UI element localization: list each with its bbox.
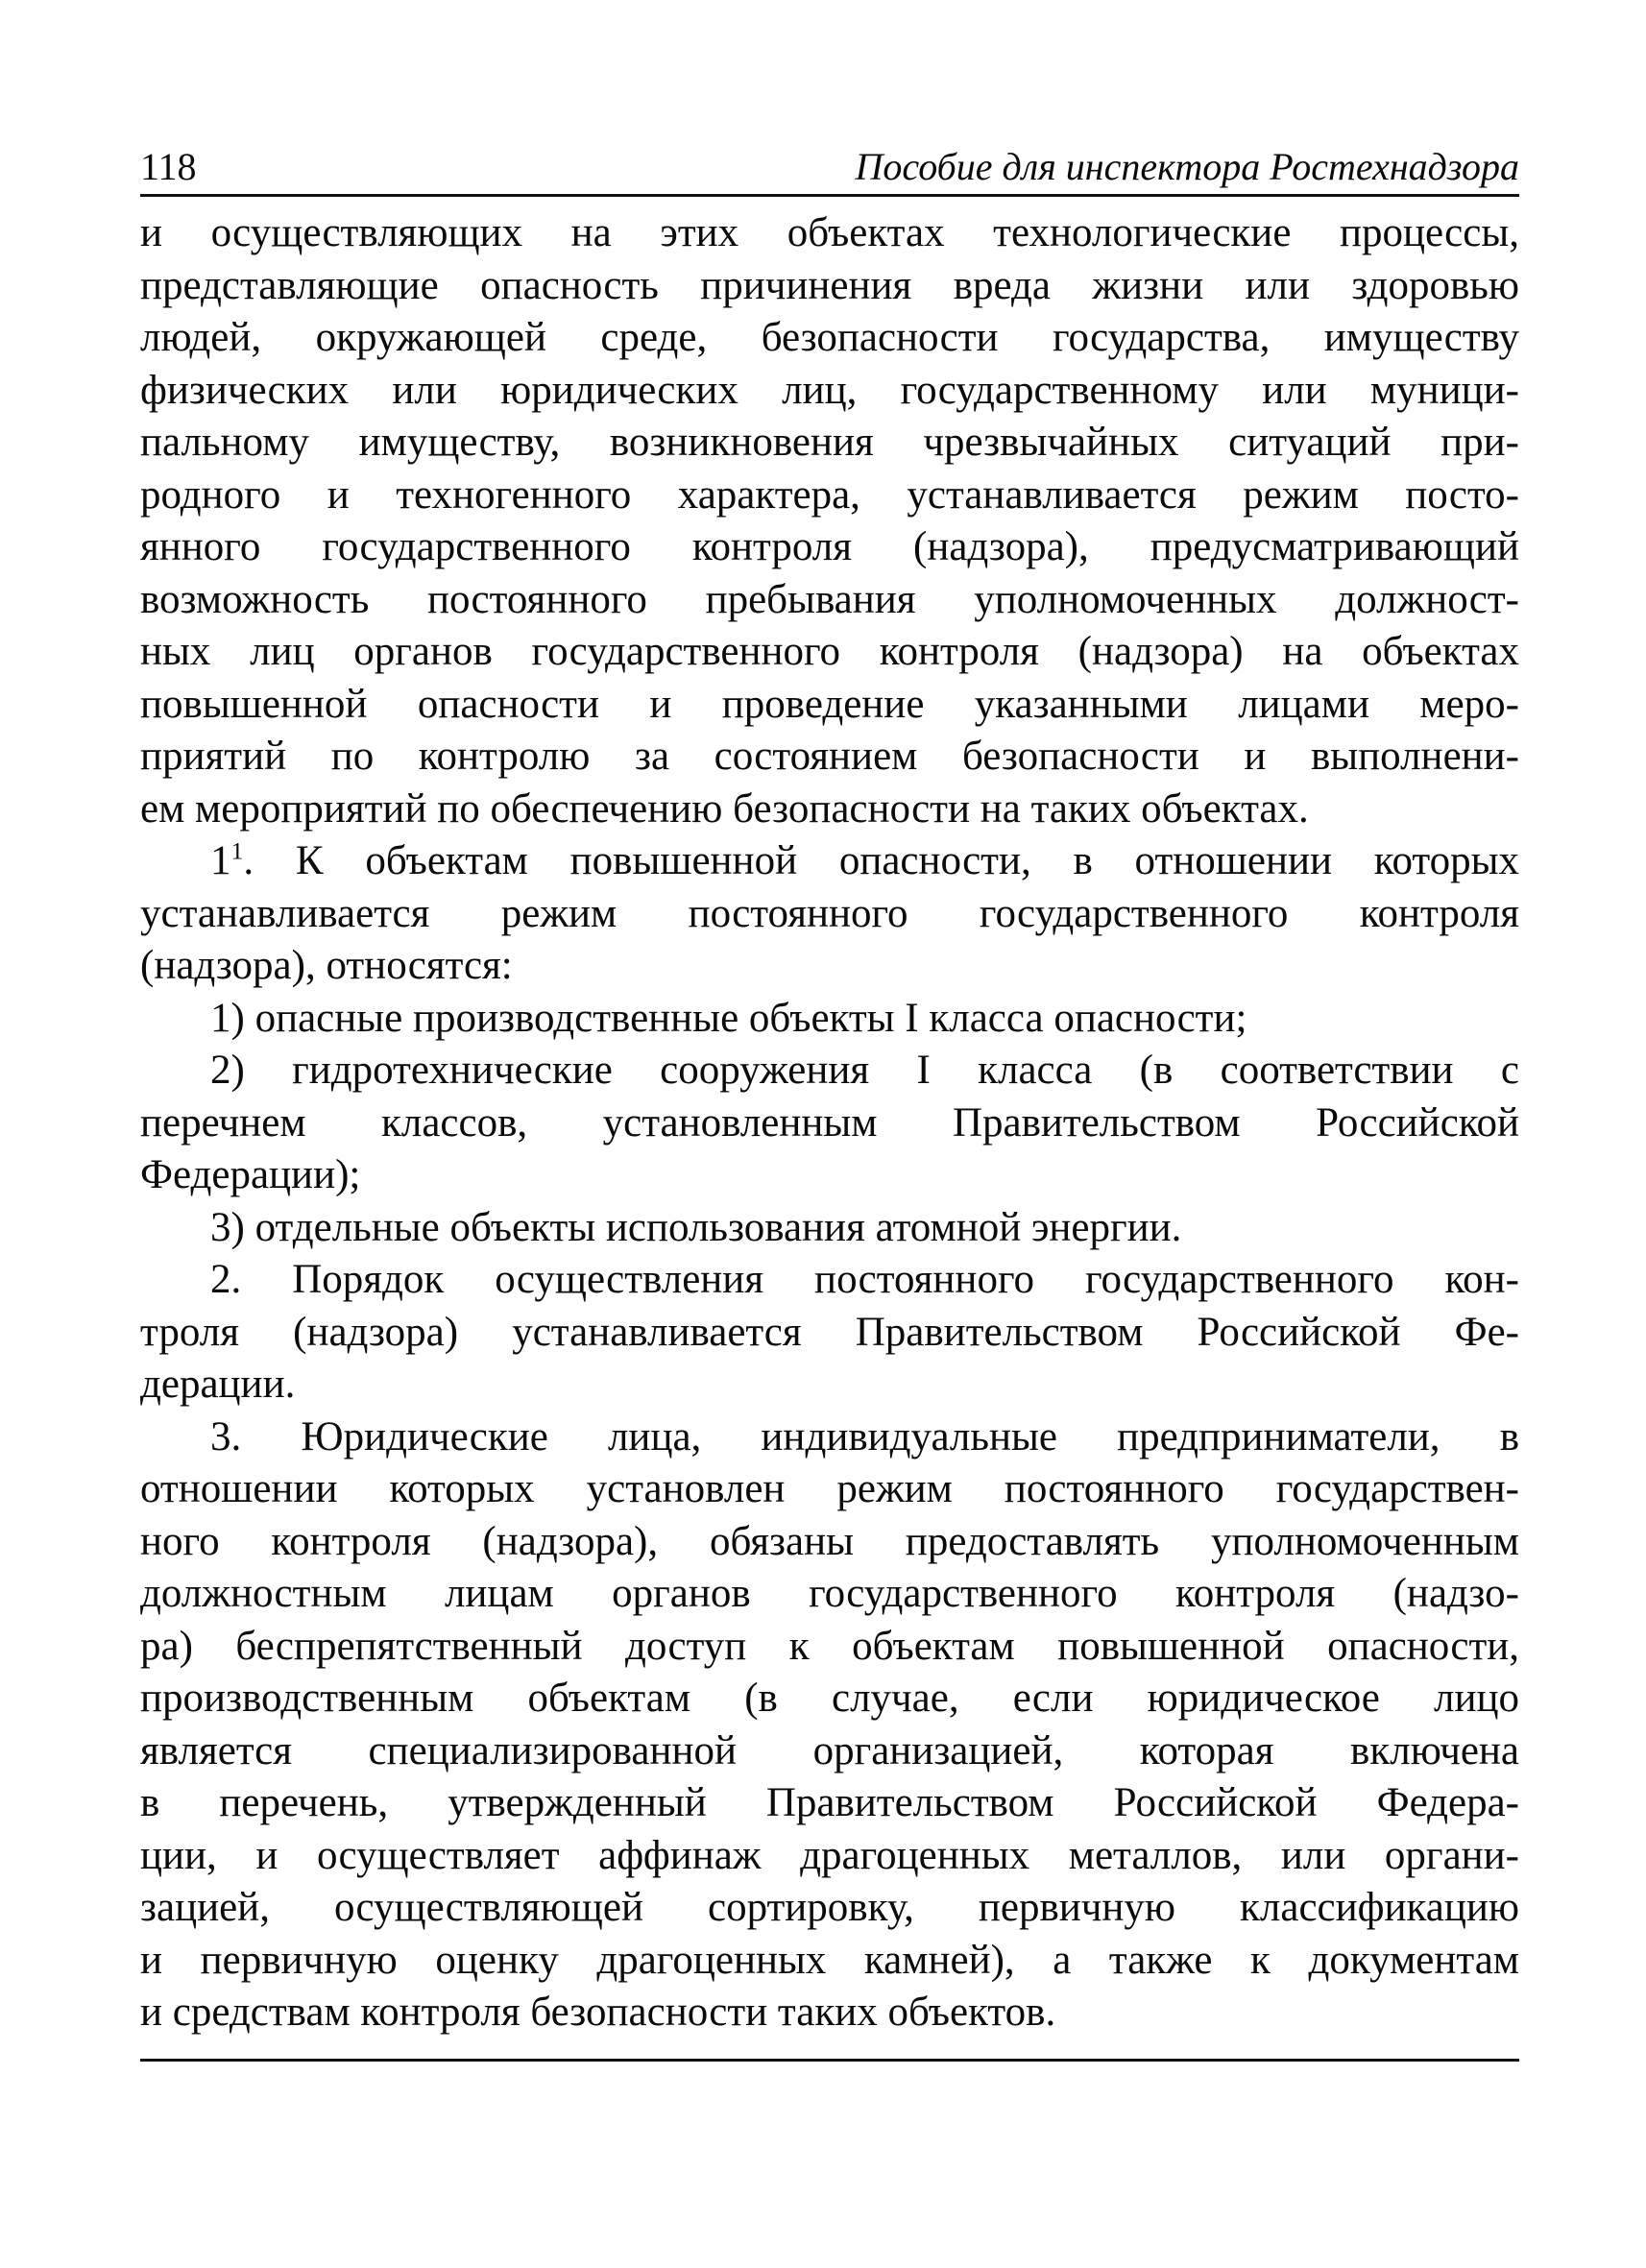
text-line: является специализированной организацией, которая включена (140, 1727, 1519, 1773)
text-line: и осуществляющих на этих объектах технологические процессы, (140, 210, 1519, 255)
running-title: Пособие для инспектора Ростехнадзора (855, 145, 1519, 188)
text-line: (надзора), относятся: (140, 943, 513, 988)
clause-2-line: 2. Порядок осуществления постоянного государственного кон- (210, 1257, 1519, 1302)
text-line: устанавливается режим постоянного государственного контроля (140, 890, 1519, 936)
list-item: 1) опасные производственные объекты I класса опасности; (210, 995, 1247, 1041)
body-text (140, 207, 1519, 2039)
text-line: зацией, осуществляющей сортировку, первичную классификацию (140, 1885, 1519, 1930)
list-item: 2) гидротехнические сооружения I класса (в соответствии с (210, 1048, 1519, 1093)
text-line: янного государственного контроля (надзора), предусматривающий (140, 524, 1519, 569)
clause-number: 1 (210, 838, 231, 883)
text-line: родного и техногенного характера, устанавливается режим посто- (140, 471, 1519, 518)
text-line: производственным объектам (в случае, если юридическое лицо (140, 1676, 1519, 1721)
text-line: отношении которых установлен режим постоянного государствен- (140, 1466, 1519, 1511)
text-line: ем мероприятий по обеспечению безопасности на таких объектах. (140, 785, 1309, 832)
bottom-rule (140, 2059, 1519, 2062)
text-line: ных лиц органов государственного контроля (надзора) на объектах (140, 629, 1519, 674)
running-header (140, 134, 1519, 197)
text-line: ра) беспрепятственный доступ к объектам повышенной опасности, (140, 1623, 1519, 1669)
text-line: физических или юридических лиц, государственному или муници- (140, 367, 1519, 413)
text-line: перечнем классов, установленным Правительством Российской (140, 1099, 1519, 1146)
clause-3-line: 3. Юридические лица, индивидуальные предприниматели, в (210, 1413, 1519, 1460)
text-line: должностным лицам органов государственного контроля (надзо- (140, 1571, 1519, 1616)
list-item: 3) отдельные объекты использования атомной энергии. (210, 1204, 1182, 1250)
text-line: Федерации); (140, 1152, 361, 1197)
text-line: троля (надзора) устанавливается Правительством Российской Фе- (140, 1309, 1519, 1355)
text-line: приятий по контролю за состоянием безопасности и выполнени- (140, 734, 1519, 779)
text-line: ции, и осуществляет аффинаж драгоценных металлов, или органи- (140, 1832, 1519, 1878)
text-line: возможность постоянного пребывания уполномоченных должност- (140, 576, 1519, 622)
text-line: представляющие опасность причинения вреда жизни или здоровью (140, 262, 1519, 308)
text-line: ного контроля (надзора), обязаны предоставлять уполномоченным (140, 1518, 1519, 1564)
clause-text: . К объектам повышенной опасности, в отношении которых (243, 838, 1519, 883)
text-line: дерации. (140, 1362, 296, 1407)
text-line: пальному имуществу, возникновения чрезвычайных ситуаций при- (140, 420, 1519, 465)
clause-1-1-first-line (140, 835, 1519, 888)
text-line: в перечень, утвержденный Правительством Российской Федера- (140, 1780, 1519, 1825)
text-line: и первичную оценку драгоценных камней), а также к документам (140, 1937, 1519, 1983)
text-line: повышенной опасности и проведение указанными лицами меро- (140, 681, 1519, 727)
clause-superscript: 1 (230, 836, 244, 865)
text-line: людей, окружающей среде, безопасности государства, имуществу (140, 315, 1519, 360)
text-line: и средствам контроля безопасности таких объектов. (140, 1990, 1056, 2035)
page-number: 118 (140, 145, 197, 188)
